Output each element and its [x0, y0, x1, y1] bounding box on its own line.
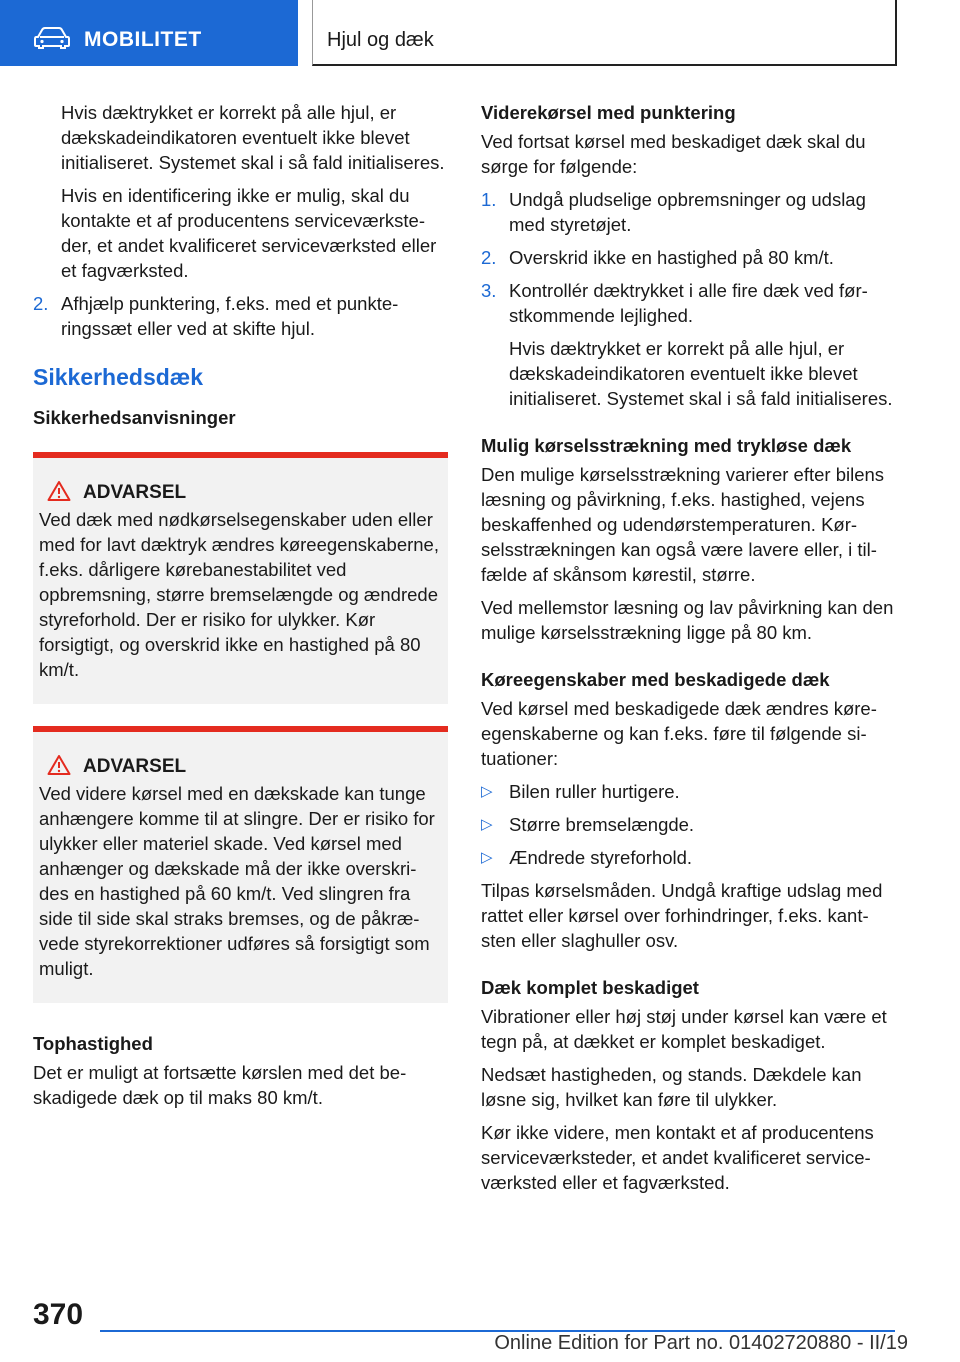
section-label: MOBILITET: [84, 28, 202, 51]
list-item: [481, 245, 896, 270]
warning-text: Ved dæk med nødkørselsegenskaber uden eller med for lavt dæktryk ændres køreegenskaberne, f.eks. dårligere kørebanestabilitet ved opbremsning, større bremselængde og ændrede styreforhold. Der er risiko for ulykker. Kør forsigtigt, og overskrid ikke en hastighed på 80 km/t.: [39, 509, 439, 680]
chapter-header: [312, 0, 897, 66]
intro-paragraph-2: Hvis en identificering ikke er mulig, skal du kontakte et af producentens serviceværksteder, et andet kvalificeret serviceværksted eller et fagværksted.: [61, 185, 437, 281]
warning-triangle-icon: [47, 480, 71, 502]
range-paragraph-2: Ved mellemstor læsning og lav påvirkning kan den mulige kørselsstrækning ligge på 80 km.: [481, 597, 894, 643]
bullet-triangle-icon: ▷: [481, 816, 493, 833]
damaged-heading: Dæk komplet beskadiget: [481, 977, 699, 998]
list-text: Større bremselængde.: [509, 814, 695, 835]
section-tab[interactable]: [0, 0, 298, 66]
list-number: 1.: [481, 189, 497, 210]
range-heading: Mulig kørselsstrækning med trykløse dæk: [481, 435, 852, 456]
bullet-triangle-icon: ▷: [481, 783, 493, 800]
top-speed-heading: Tophastighed: [33, 1033, 153, 1054]
list-item: [481, 812, 896, 837]
list-text: Afhjælp punktering, f.eks. med et punkteringssæt eller ved at skifte hjul.: [61, 293, 399, 339]
top-speed-text: Det er muligt at fortsætte kørslen med det beskadigede dæk op til maks 80 km/t.: [33, 1062, 407, 1108]
warning-text: Ved videre kørsel med en dækskade kan tunge anhængere komme til at slingre. Der er risiko for ulykker eller materiel skade. Ved kørsel med anhænger og dækskade må der ikke overskrides en hastighed på 60 km/t. Ved slingren fra side til side skal straks bremses, og de påkrævede styrekorrektioner udføres så forsigtigt som muligt.: [39, 783, 435, 979]
list-number: 2.: [481, 247, 497, 268]
handling-paragraph-2: Tilpas kørselsmåden. Undgå kraftige udslag med rattet eller kørsel over forhindringer, f.eks. kantsten eller slaghuller osv.: [481, 880, 883, 951]
puncture-intro: Ved fortsat kørsel med beskadiget dæk skal du sørge for følgende:: [481, 131, 866, 177]
car-icon: [34, 27, 70, 49]
list-text: Ændrede styreforhold.: [509, 847, 693, 868]
list-item: [481, 187, 896, 237]
bullet-triangle-icon: ▷: [481, 849, 493, 866]
list-item: [481, 779, 896, 804]
list-number: 3.: [481, 280, 497, 301]
list-text: Overskrid ikke en hastighed på 80 km/t.: [509, 247, 834, 268]
step3-note: Hvis dæktrykket er korrekt på alle hjul, er dækskadeindikatoren eventuelt ikke blevet initialiseret. Systemet skal i så fald initialiseres.: [509, 338, 893, 409]
left-column: [33, 100, 448, 1118]
list-number: 2.: [33, 293, 49, 314]
range-paragraph-1: Den mulige kørselsstrækning varierer efter bilens læsning og påvirkning, f.eks. hastighed, vejens beskaffenhed og udendørstemperaturen. Kørselsstrækningen kan også være lavere eller, i tilfælde af skånsom kørestil, større.: [481, 464, 885, 585]
footer-edition: Online Edition for Part no. 01402720880 - II/19: [494, 1332, 908, 1354]
list-item: [481, 278, 896, 328]
warning-title: ADVARSEL: [39, 754, 440, 779]
subheading: Sikkerhedsanvisninger: [33, 407, 236, 428]
warning-title: ADVARSEL: [39, 480, 440, 505]
damaged-paragraph-3: Kør ikke videre, men kontakt et af producentens serviceværksteder, et andet kvalificeret serviceværksted eller et fagværksted.: [481, 1122, 874, 1193]
warning-box: [33, 452, 448, 704]
right-column: [481, 100, 896, 1203]
list-text: Undgå pludselige opbremsninger og udslag med styretøjet.: [509, 189, 866, 235]
chapter-title: Hjul og dæk: [327, 29, 434, 51]
warning-triangle-icon: [47, 754, 71, 776]
handling-heading: Køreegenskaber med beskadigede dæk: [481, 669, 830, 690]
damaged-paragraph-2: Nedsæt hastigheden, og stands. Dækdele kan løsne sig, hvilket kan føre til ulykker.: [481, 1064, 862, 1110]
damaged-paragraph-1: Vibrationer eller høj støj under kørsel kan være et tegn på, at dækket er komplet beskadiget.: [481, 1006, 887, 1052]
list-text: Bilen ruller hurtigere.: [509, 781, 680, 802]
list-item: [33, 291, 448, 341]
puncture-heading: Viderekørsel med punktering: [481, 102, 736, 123]
page-number: 370: [33, 1298, 84, 1331]
warning-box: [33, 726, 448, 1003]
list-item: [481, 845, 896, 870]
list-text: Kontrollér dæktrykket i alle fire dæk ved førstkommende lejlighed.: [509, 280, 868, 326]
intro-paragraph-1: Hvis dæktrykket er korrekt på alle hjul, er dækskadeindikatoren eventuelt ikke blevet initialiseret. Systemet skal i så fald initialiseres.: [61, 102, 445, 173]
section-heading: Sikkerhedsdæk: [33, 364, 204, 390]
handling-paragraph-1: Ved kørsel med beskadigede dæk ændres køreegenskaberne og kan f.eks. føre til følgende situationer:: [481, 698, 877, 769]
